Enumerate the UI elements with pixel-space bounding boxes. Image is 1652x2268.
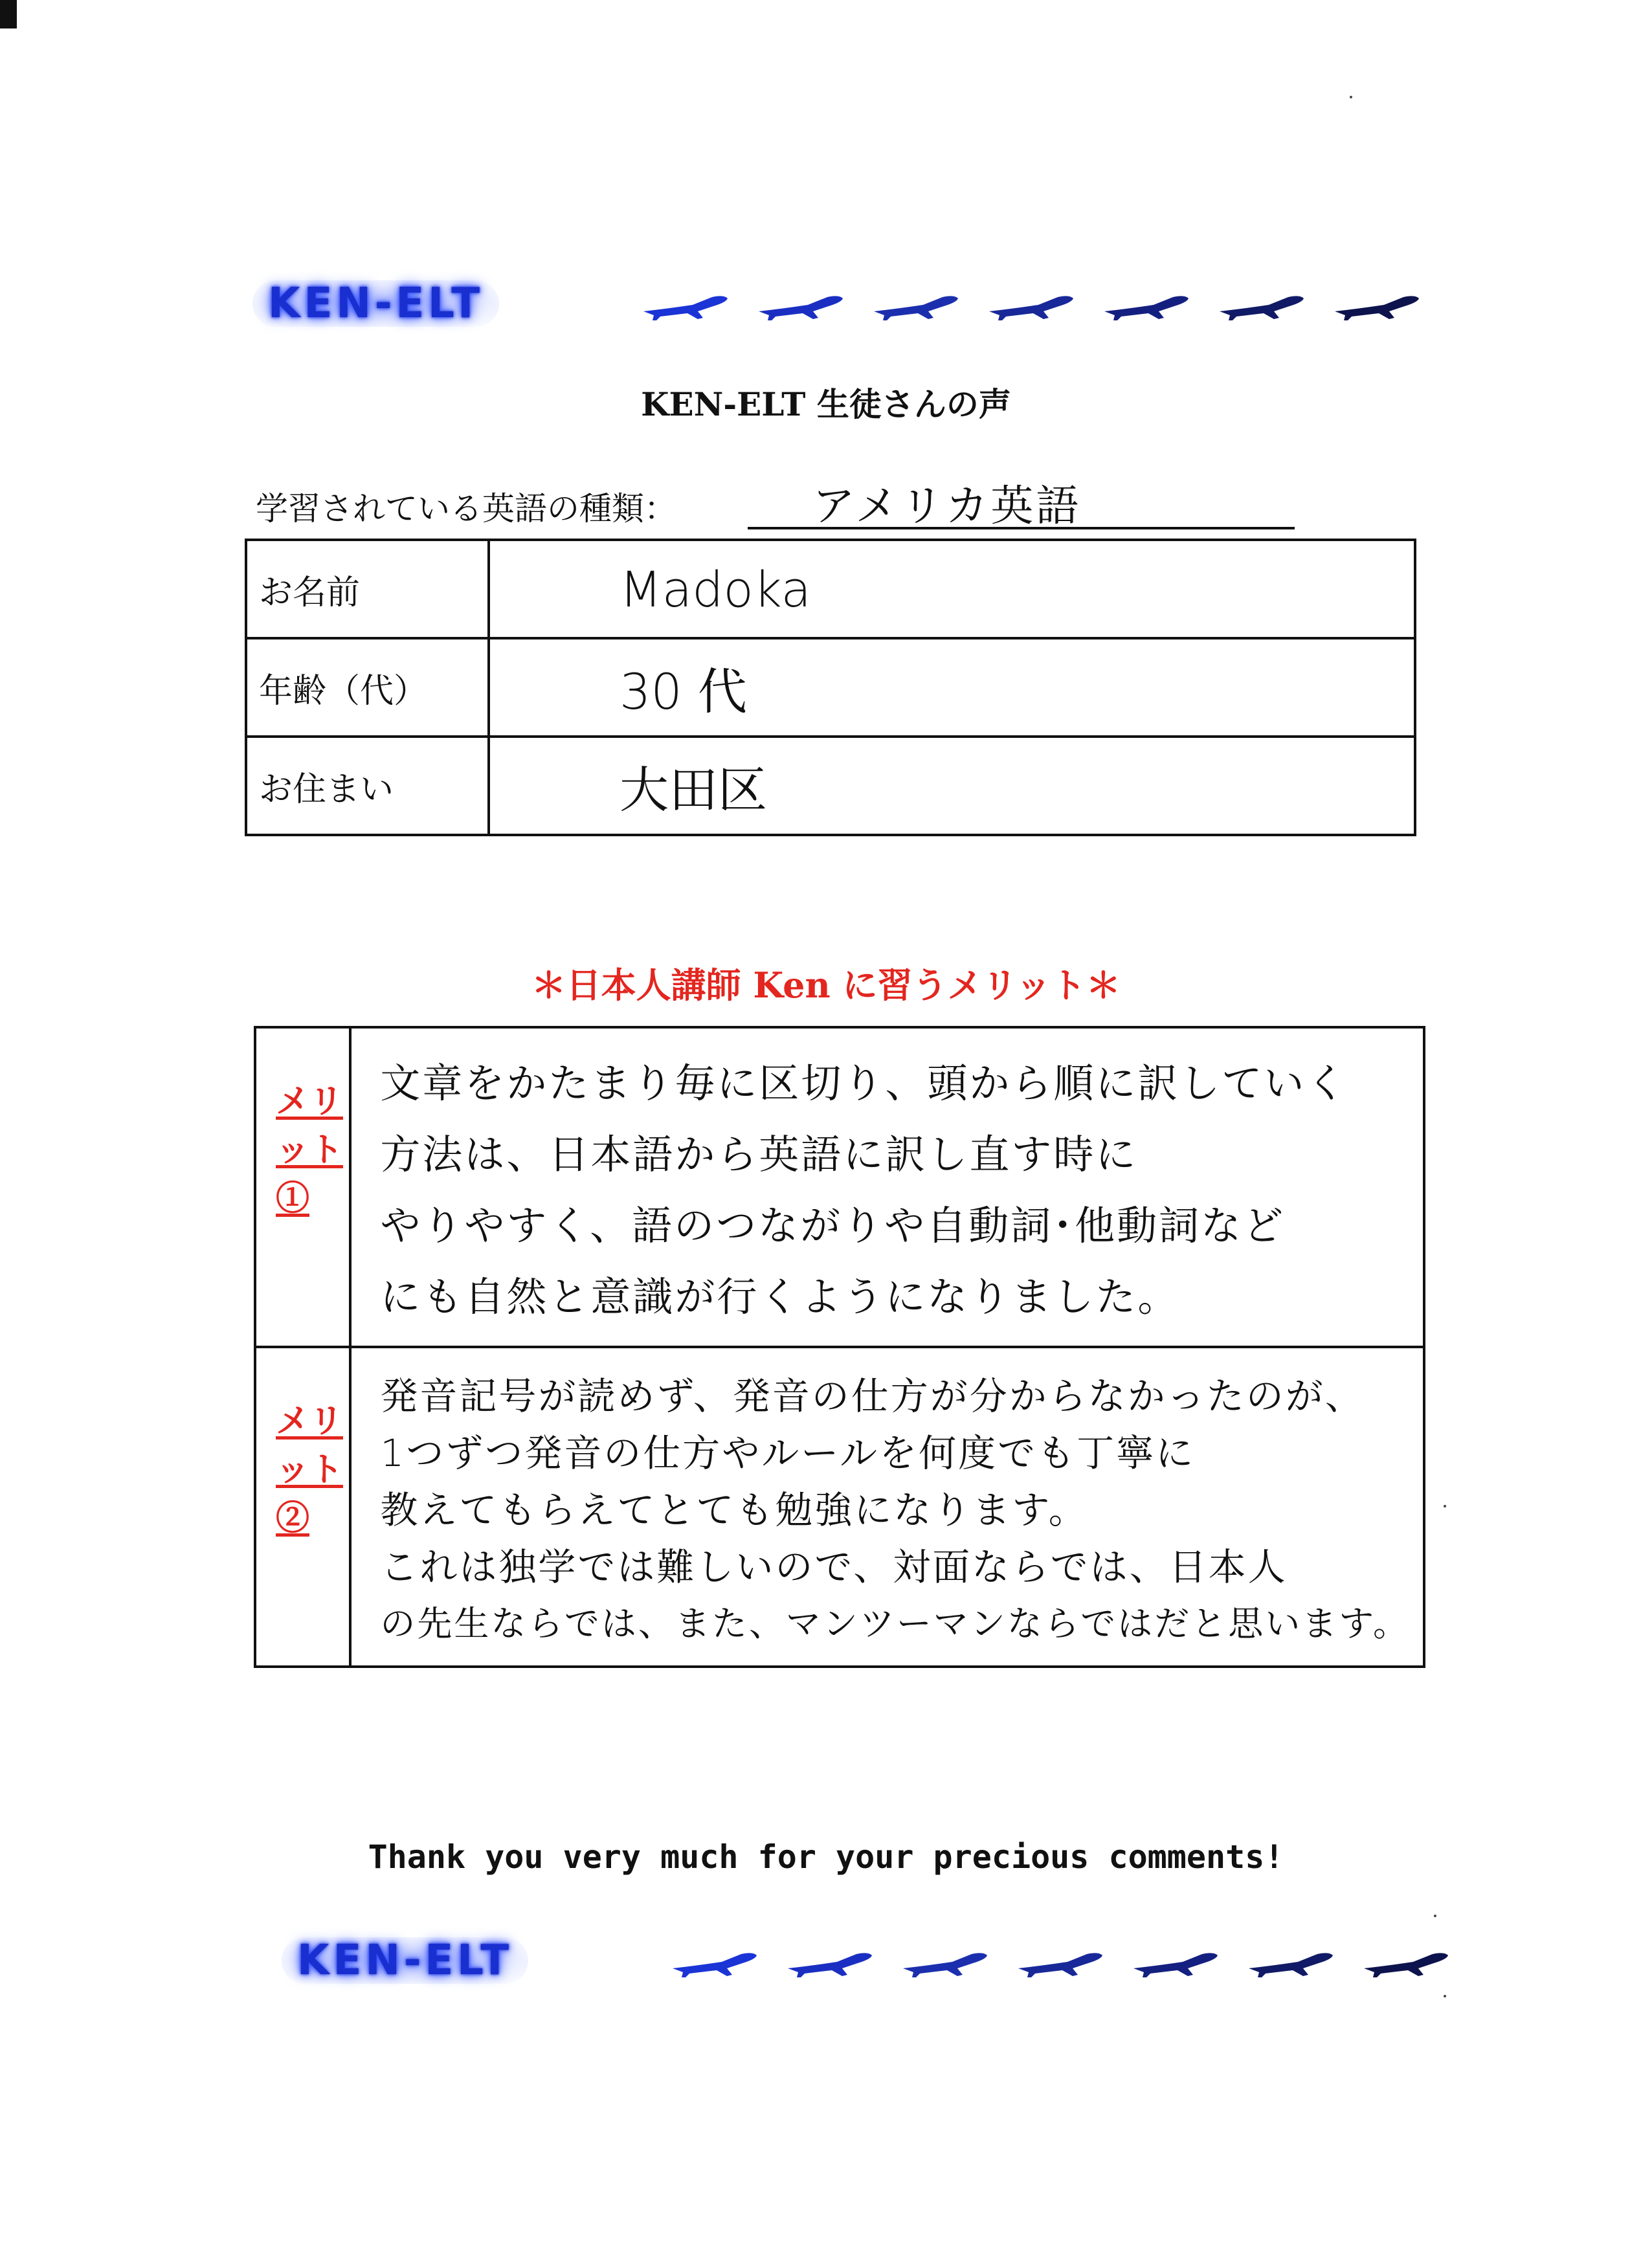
age-label: 年齢（代） (246, 638, 489, 737)
merit-2-comment (350, 1347, 1424, 1667)
thank-you-message: Thank you very much for your precious comments! (368, 1838, 1284, 1876)
scan-speck (1444, 1505, 1446, 1507)
merits-title: ＊日本人講師 Ken に習うメリット＊ (531, 964, 1121, 1006)
top-banner (252, 275, 1431, 335)
airplane-icon (987, 292, 1077, 322)
merit-1-line: 文章をかたまり毎に区切り、頭から順に訳していく (380, 1060, 1348, 1107)
airplane-icon (1332, 292, 1423, 322)
merit-2-line: の先生ならでは、また、マンツーマンならではだと思います。 (380, 1603, 1410, 1644)
merit-2-line: 1つずつ発音の仕方やルールを何度でも丁寧に (380, 1431, 1196, 1475)
merit-1-line: にも自然と意識が行くようになりました。 (380, 1273, 1180, 1320)
profile-row-name (246, 540, 1415, 638)
merit-1-line: 方法は、日本語から英語に訳し直す時に (380, 1131, 1138, 1178)
airplane-icon (871, 292, 962, 322)
document-title: KEN-ELT 生徒さんの声 (641, 385, 1011, 423)
merit-1-label-cell (255, 1027, 350, 1347)
english-type-value: アメリカ英語 (812, 481, 1082, 531)
english-type-label: 学習されている英語の種類： (256, 490, 676, 528)
profile-table (245, 539, 1416, 836)
ken-elt-logo: KEN-ELT (282, 1937, 528, 1984)
scan-speck (1444, 1995, 1446, 1997)
airplane-icon (900, 1949, 991, 1979)
profile-row-residence (246, 737, 1415, 835)
merit-1-label: メリット① (276, 1082, 344, 1218)
airplane-icon (1016, 1949, 1106, 1979)
airplane-icon (1102, 292, 1192, 322)
airplane-icon (641, 292, 731, 322)
merit-2-label-cell (255, 1347, 350, 1667)
bottom-banner (282, 1932, 1460, 1992)
merit-2-line: これは独学では難しいので、対面ならでは、日本人 (380, 1545, 1288, 1589)
merit-row-1 (255, 1027, 1424, 1347)
airplane-icon (1361, 1949, 1452, 1979)
residence-value: 大田区 (489, 737, 1415, 835)
scan-speck (1434, 1915, 1436, 1917)
residence-label: お住まい (246, 737, 489, 835)
merits-table (254, 1026, 1425, 1668)
airplane-icon (1217, 292, 1308, 322)
merit-1-comment (350, 1027, 1424, 1347)
merit-row-2 (255, 1347, 1424, 1667)
merit-2-line: 教えてもらえてとても勉強になります。 (380, 1488, 1088, 1532)
ken-elt-logo: KEN-ELT (252, 280, 499, 327)
airplane-icon (756, 292, 847, 322)
merit-1-line: やりやすく、語のつながりや自動詞･他動詞など (380, 1202, 1286, 1249)
name-label: お名前 (246, 540, 489, 638)
airplane-icon (785, 1949, 876, 1979)
age-value: 30 代 (489, 638, 1415, 737)
scan-speck (1350, 96, 1352, 98)
name-value: Madoka (489, 540, 1415, 638)
merit-2-line: 発音記号が読めず、発音の仕方が分からなかったのが、 (380, 1374, 1365, 1418)
scan-corner-mark (0, 0, 17, 28)
english-type-underline (748, 527, 1295, 529)
merit-2-label: メリット② (276, 1401, 344, 1538)
airplane-icon (1131, 1949, 1222, 1979)
airplane-icon (1246, 1949, 1337, 1979)
airplane-icon (670, 1949, 761, 1979)
english-type-row (256, 471, 1304, 536)
profile-row-age (246, 638, 1415, 737)
